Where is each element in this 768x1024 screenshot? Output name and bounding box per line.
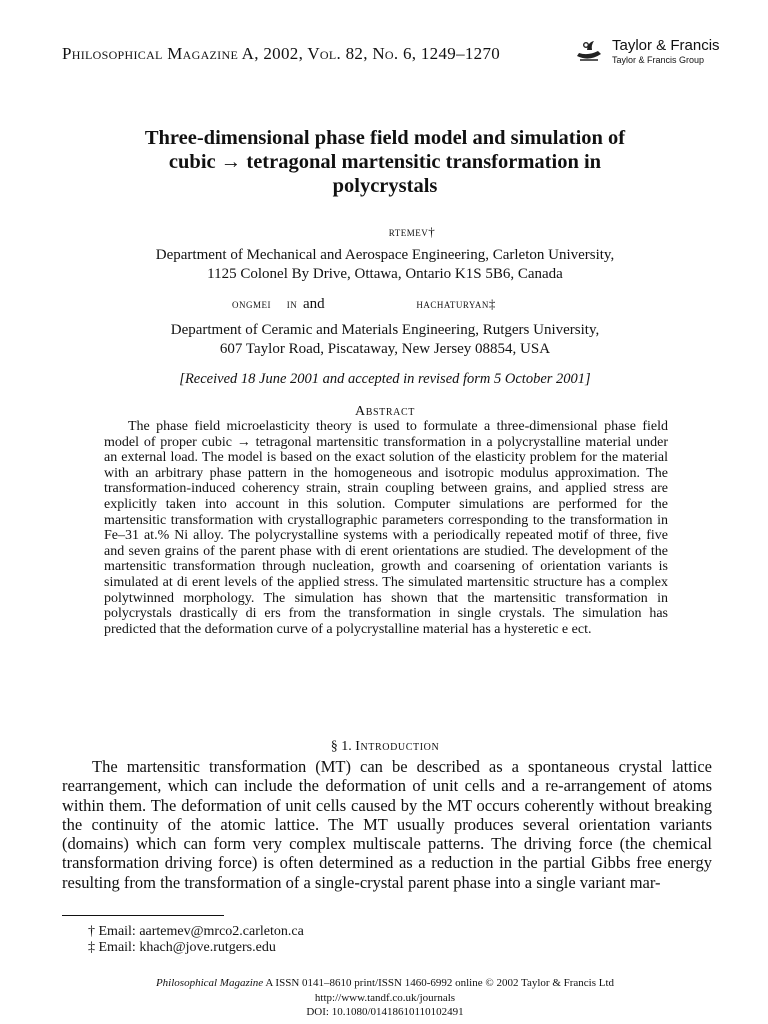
author-2-part-1: ongmei <box>232 296 271 311</box>
abstract-text: The phase field microelasticity theory is used to formulate a three-dimensional phase field model of proper cubic → tetragonal martensitic transformation in a polycrystalline material under an external load. The model is based on the exact solution of the elasticity problem for the material with an arbitrary phase pattern in the homogeneous and isotropic modulus approximation. The transformation-induced coherency strain, strain coupling between grains, and applied stress are explicitly taken into account in this solution. Computer simulations are performed for the martensitic transformation with crystallographic parameters corresponding to the transformation in Fe–31 at.% Ni alloy. The polycrystalline systems with a periodically repeated motif of three, five and seven grains of the parent phase with di erent orientations are studied. The development of the martensitic transformation through nucleation, growth and coarsening of orientation variants is simulated at di erent levels of the applied stress. The simulated martensitic structure has a complex polytwinned morphology. The simulation has shown that the martensitic transformation in polycrystals drastically di ers from the transformation in single crystals. The simulation has predicted that the deformation curve of a polycrystalline material has a hysteretic e ect. <box>104 419 668 637</box>
authors-2-3 <box>232 296 496 313</box>
received-dates: [Received 18 June 2001 and accepted in revised form 5 October 2001] <box>179 371 591 387</box>
title-line-1: Three-dimensional phase field model and simulation of <box>144 127 626 149</box>
section-number: § 1. <box>330 739 352 754</box>
publisher-logo-block <box>574 36 724 66</box>
affiliation-1-line-2: 1125 Colonel By Drive, Ottawa, Ontario K1S 5B6, Canada <box>207 266 563 282</box>
publisher-lamp-icon <box>574 36 604 66</box>
section-heading <box>40 739 730 755</box>
author-1-name: rtemev† <box>388 224 436 239</box>
section-title: Introduction <box>355 739 440 754</box>
affiliation-2 <box>40 321 730 359</box>
footer-url[interactable]: http://www.tandf.co.uk/journals <box>314 992 456 1004</box>
footnote-email-1: † Email: aartemev@mrco2.carleton.ca <box>88 924 304 939</box>
affiliation-2-line-1: Department of Ceramic and Materials Engineering, Rutgers University, <box>170 322 600 338</box>
introduction-body: The martensitic transformation (MT) can be described as a spontaneous crystal lattice rearrangement, which can include the deformation of unit cells and a re-arrangement of atoms within them. The deformation of unit cells caused by the MT occurs coherently without breaking the continuity of the atomic lattice. The MT usually produces several orientation variants (domains) which can form very complex multiscale patterns. The driving force (the chemical transformation driving force) is often determined as a reduction in the partial Gibbs free energy resulting from the transformation of a single-crystal parent phase into a single variant mar- <box>62 757 712 892</box>
footer-journal-name: Philosophical Magazine <box>155 977 264 989</box>
affiliation-2-line-2: 607 Taylor Road, Piscataway, New Jersey 08854, USA <box>219 341 551 357</box>
footnote-divider <box>62 915 224 916</box>
author-2-part-2: in <box>286 296 298 311</box>
journal-citation: Philosophical Magazine A, 2002, Vol. 82, No. 6, 1249–1270 <box>62 44 501 63</box>
footer-issn-text: A ISSN 0141–8610 print/ISSN 1460-6992 online © 2002 Taylor & Francis Ltd <box>263 977 615 989</box>
paper-title <box>90 126 680 198</box>
affiliation-1-line-1: Department of Mechanical and Aerospace Engineering, Carleton University, <box>155 247 615 263</box>
publisher-name: Taylor & Francis <box>612 37 720 54</box>
affiliation-1 <box>40 246 730 284</box>
abstract-heading: Abstract <box>355 404 415 419</box>
footer-doi: DOI: 10.1080/01418610110102491 <box>306 1006 464 1018</box>
footer-issn <box>40 977 730 990</box>
and-word: and <box>303 296 325 312</box>
author-1 <box>40 222 730 241</box>
author-3-name: hachaturyan‡ <box>416 296 496 311</box>
footnote-email-2: ‡ Email: khach@jove.rutgers.edu <box>88 940 276 955</box>
title-line-2: cubic → tetragonal martensitic transformation in <box>168 151 602 173</box>
title-line-3: polycrystals <box>332 175 438 197</box>
publisher-group: Taylor & Francis Group <box>612 55 705 65</box>
